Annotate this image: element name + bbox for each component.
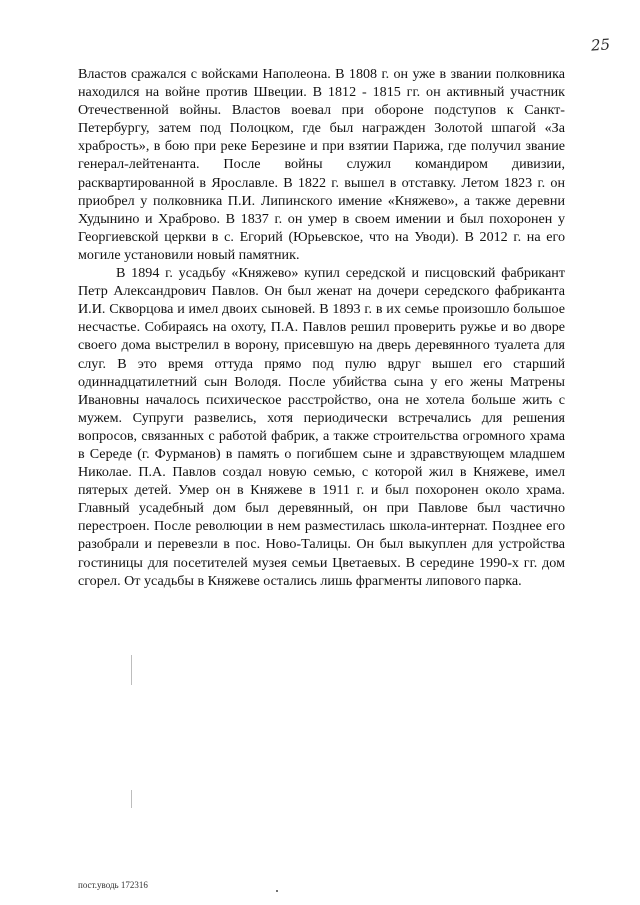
paragraph-vlastov: Властов сражался с войсками Наполеона. В 1808 г. он уже в звании полковника находился на войне против Швеции. В 1812 - 1815 гг. он активный участник Отечественной войны. Властов воевал при обороне подступов к Санкт-Петербургу, затем под Полоцком, где был награжден Золотой шпагой «За храбрость», в бою при реке Березине и при взятии Парижа, где получил звание генерал-лейтенанта. После войны служил командиром дивизии, расквартированной в Ярославле. В 1822 г. вышел в отставку. Летом 1823 г. он приобрел у полковника П.И. Липинского имение «Княжево», а также деревни Худынино и Храброво. В 1837 г. он умер в своем имении и был похоронен у Георгиевской церкви в с. Егорий (Юрьевское, что на Уводи). В 2012 г. на его могиле установили новый памятник. <box>78 66 565 263</box>
scan-speck <box>276 890 278 892</box>
body-text <box>78 65 565 590</box>
page-number: 25 <box>590 35 611 55</box>
footer-code: пост.уводь 172316 <box>78 880 148 890</box>
paragraph-pavlov: В 1894 г. усадьбу «Княжево» купил середской и писцовский фабрикант Петр Александрович Павлов. Он был женат на дочери середского фабриканта И.И. Скворцова и имел двоих сыновей. В 1893 г. в их семье произошло большое несчастье. Собираясь на охоту, П.А. Павлов решил проверить ружье и во дворе своего дома выстрелил в ворону, присевшую на дверь деревянного туалета для слуг. В это время оттуда прямо под пулю вдруг вышел его старший одиннадцатилетний сын Володя. После убийства сына у его жены Матрены Ивановны началось психическое расстройство, она не хотела больше жить с мужем. Супруги развелись, хотя периодически встречались для решения вопросов, связанных с работой фабрик, а также строительства огромного храма в Середе (г. Фурманов) в память о погибшем сыне и здравствующем младшем Николае. П.А. Павлов создал новую семью, с которой жил в Княжеве, имел пятерых детей. Умер он в Княжеве в 1911 г. и был похоронен около храма. Главный усадебный дом был деревянный, он при Павлове был частично перестроен. После революции в нем разместилась школа-интернат. Позднее его разобрали и перевезли в пос. Ново-Талицы. Он был выкуплен для устройства гостиницы для посетителей музея семьи Цветаевых. В середине 1990-х гг. дом сгорел. От усадьбы в Княжеве остались лишь фрагменты липового парка. <box>78 265 565 589</box>
scan-artifact-line <box>131 655 132 685</box>
scan-artifact-line <box>131 790 132 808</box>
